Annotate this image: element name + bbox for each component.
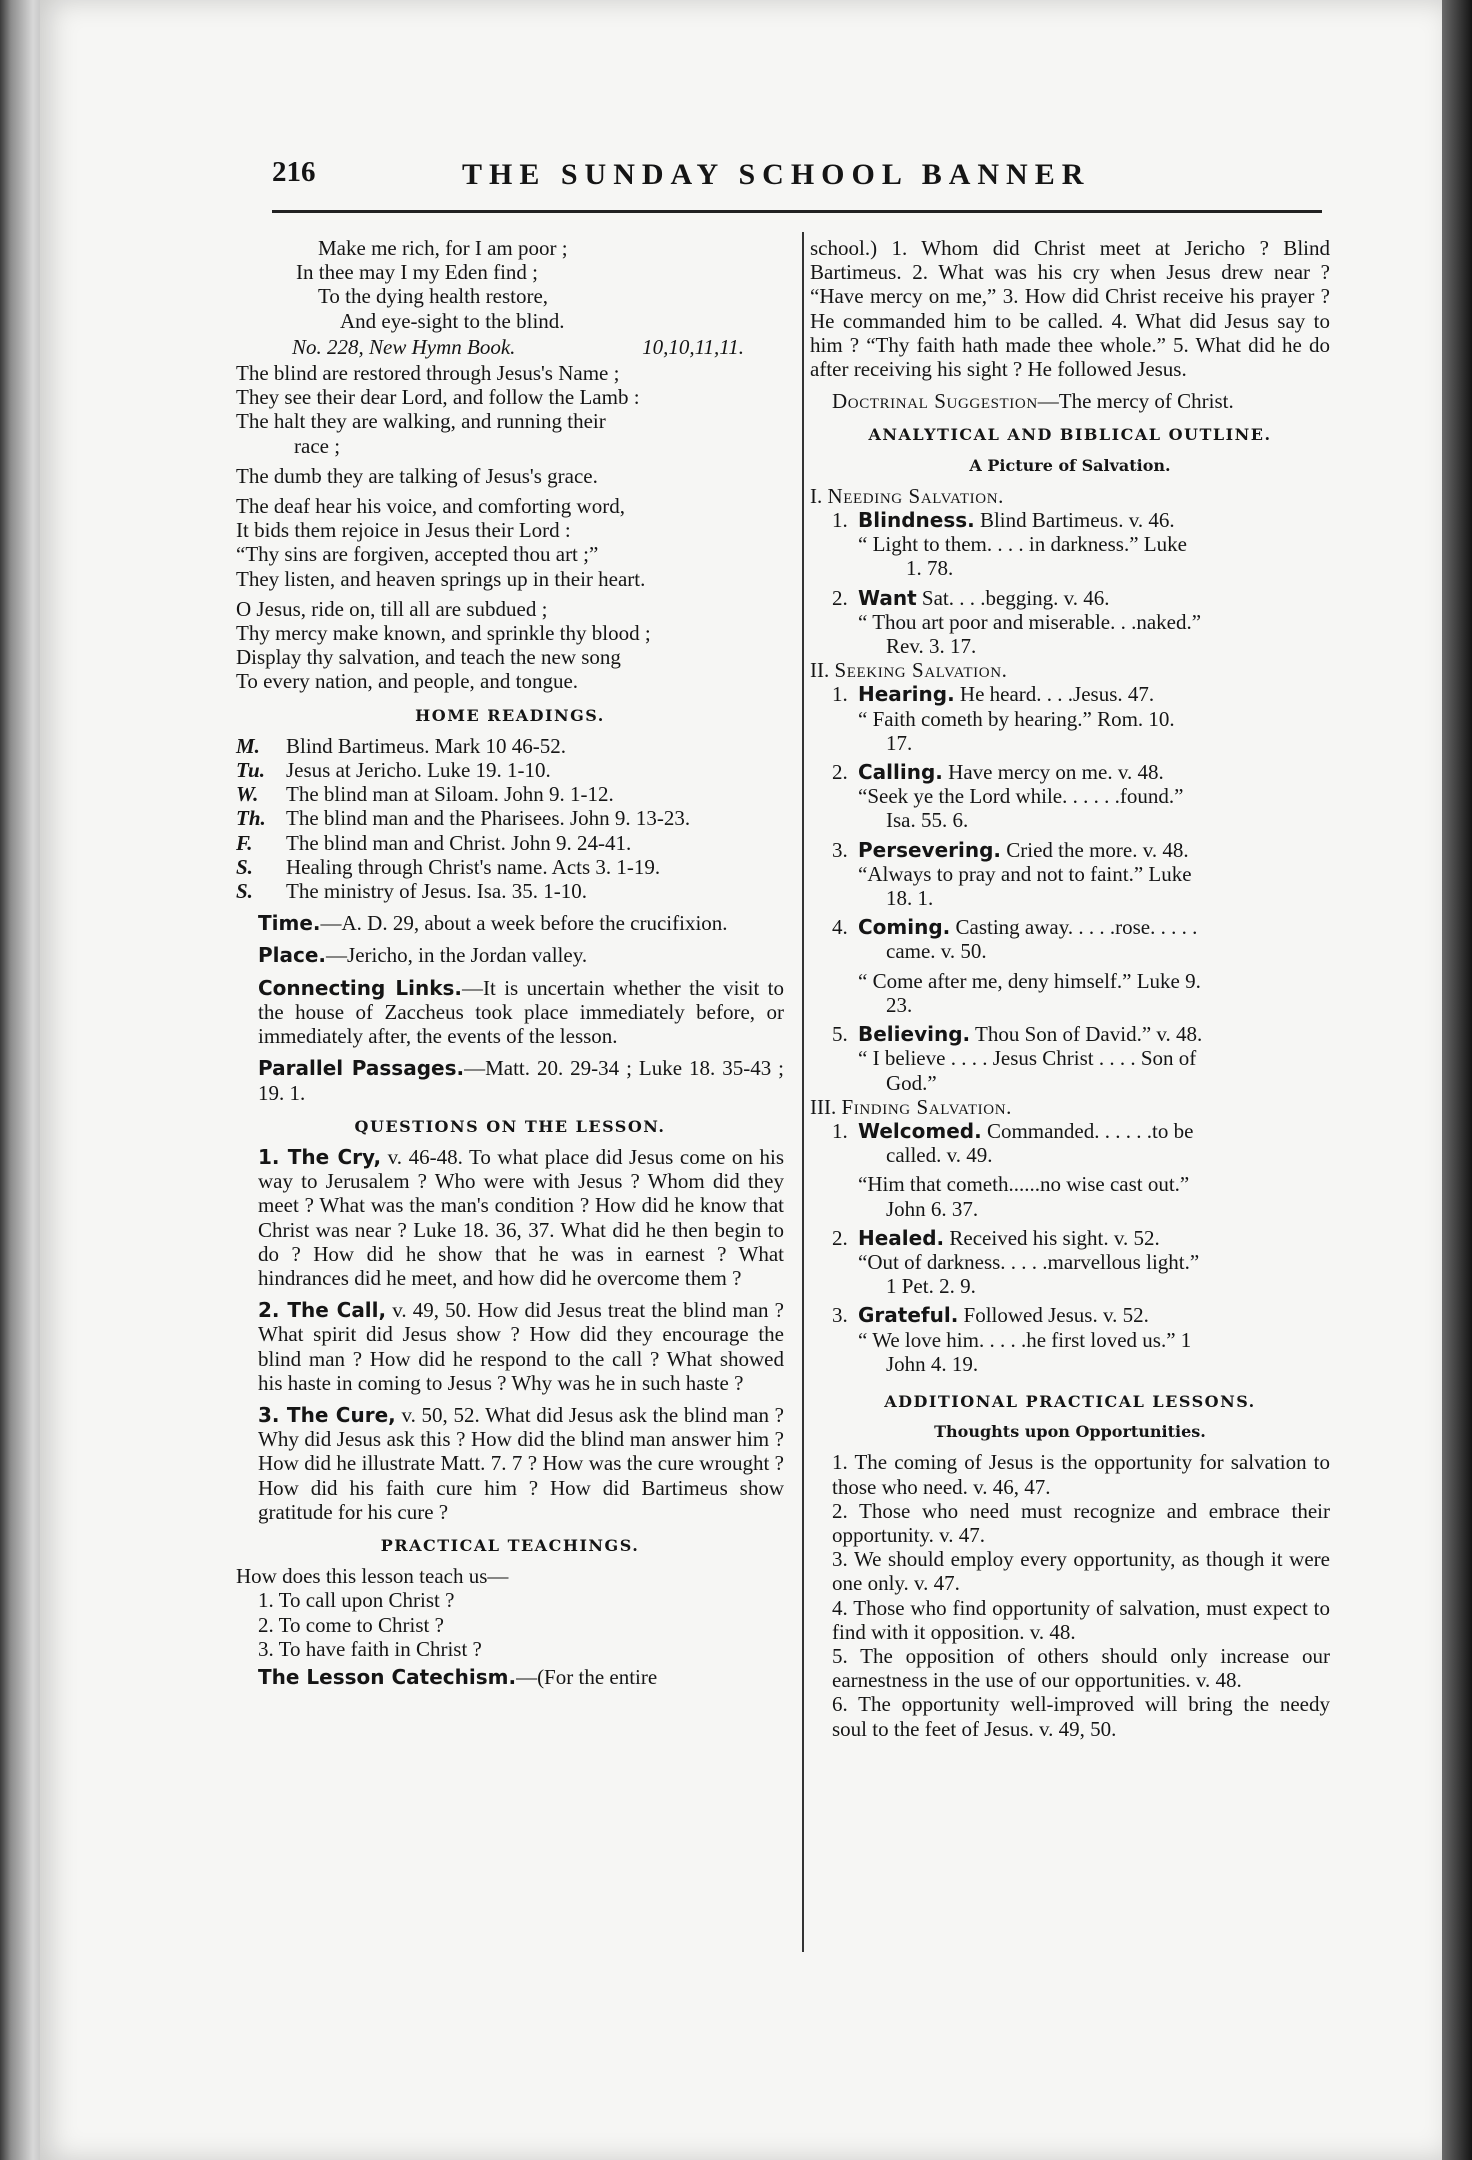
page-header [272, 156, 1332, 202]
section-title: Finding Salvation. [841, 1094, 1012, 1119]
lesson-item: 3. We should employ every opportunity, as though it were one only. v. 47. [832, 1547, 1330, 1596]
header-rule [272, 210, 1322, 213]
hymn-line: And eye-sight to the blind. [340, 308, 565, 333]
catechism-continued: school.) 1. Whom did Christ meet at Jericho ? Blind Bartimeus. 2. What was his cry when Jesus drew near ? “Have mercy on me,” 3. How did Christ receive his prayer ? He commanded him to be called. 4. What did Jesus say to him ? “Thy faith hath made thee whole.” 5. What did he do after receiving his sight ? He followed Jesus. [810, 236, 1330, 382]
place-text: —Jericho, in the Jordan valley. [326, 943, 588, 968]
hymn-reference [236, 335, 784, 359]
outline-quote: “ I believe . . . . Jesus Christ . . . . Son of [858, 1046, 1197, 1071]
outline-ref: 1 Pet. 2. 9. [886, 1274, 976, 1299]
reading-day: S. [236, 854, 253, 879]
additional-subheading: Thoughts upon Opportunities. [934, 1422, 1206, 1442]
outline-ref: called. v. 49. [886, 1143, 993, 1168]
item-keyword: Welcomed. [858, 1118, 982, 1143]
reading-text: Blind Bartimeus. Mark 10 46-52. [286, 733, 566, 758]
item-number: 1. [832, 682, 848, 707]
outline-quote: “ Thou art poor and miserable. . .naked.” [858, 609, 1202, 634]
reading-day: W. [236, 782, 259, 807]
outline-quote: “Seek ye the Lord while. . . . . .found.” [858, 784, 1184, 809]
outline-quote: “ We love him. . . . .he first loved us.” 1 [858, 1327, 1192, 1352]
left-column [236, 236, 784, 1689]
outline-item [810, 915, 1330, 939]
item-text: Received his sight. v. 52. [944, 1225, 1160, 1250]
practical-item: 2. To come to Christ ? [258, 1612, 444, 1637]
reading-day: Th. [236, 806, 266, 831]
outline-ref: Isa. 55. 6. [886, 808, 969, 833]
item-number: 1. [832, 1118, 848, 1143]
outline-section-title [810, 1095, 1330, 1119]
lesson-item: 2. Those who need must recognize and embrace their opportunity. v. 47. [832, 1498, 1330, 1547]
question-label: 1. The Cry, [258, 1144, 382, 1169]
item-keyword: Calling. [858, 760, 943, 785]
practical-item: 1. To call upon Christ ? [258, 1588, 455, 1613]
outline-ref: 17. [886, 730, 913, 755]
running-title: THE SUNDAY SCHOOL BANNER [462, 158, 1091, 191]
parallel-passages-text: —Matt. 20. 29-34 ; Luke 18. 35-43 ; 19. 1. [258, 1056, 785, 1105]
reading-row [236, 855, 784, 879]
roman-numeral: I. [810, 483, 823, 508]
hymn-line: It bids them rejoice in Jesus their Lord : [236, 518, 571, 543]
page-number: 216 [272, 156, 316, 188]
time-paragraph [236, 911, 784, 935]
home-readings-list [236, 734, 784, 903]
outline-item [810, 838, 1330, 862]
item-keyword: Grateful. [858, 1303, 959, 1328]
outline-item [810, 1119, 1330, 1143]
hymn-stanza [236, 236, 784, 333]
outline-quote: “ Light to them. . . . in darkness.” Luke [858, 532, 1187, 557]
outline-section [810, 658, 1330, 1094]
outline-ref: God.” [886, 1070, 937, 1095]
hymn-line: To the dying health restore, [318, 284, 549, 309]
section-title: Needing Salvation. [827, 483, 1004, 508]
home-readings-heading: HOME READINGS. [415, 705, 605, 725]
reading-text: The blind man at Siloam. John 9. 1-12. [286, 782, 614, 807]
hymn-line: O Jesus, ride on, till all are subdued ; [236, 596, 548, 621]
item-text: Followed Jesus. v. 52. [958, 1303, 1149, 1328]
lesson-item: 5. The opposition of others should only increase our earnestness in the use of our opportunities. v. 48. [832, 1643, 1330, 1693]
reading-text: Healing through Christ's name. Acts 3. 1-19. [286, 854, 661, 879]
hymn-line: race ; [294, 433, 341, 458]
reading-text: Jesus at Jericho. Luke 19. 1-10. [286, 758, 551, 783]
outline-section-title [810, 484, 1330, 508]
question-block [236, 1403, 784, 1524]
reading-row [236, 782, 784, 806]
hymn-line: The dumb they are talking of Jesus's grace. [236, 463, 598, 488]
outline-ref: 23. [886, 992, 913, 1017]
outline-section [810, 1095, 1330, 1376]
outline-ref: John 4. 19. [886, 1351, 979, 1376]
lesson-item: 1. The coming of Jesus is the opportunity for salvation to those who need. v. 46, 47. [832, 1450, 1330, 1499]
hymn-ref: No. 228, New Hymn Book. [292, 334, 516, 359]
parallel-passages-paragraph [236, 1056, 784, 1104]
item-text: Cried the more. v. 48. [1001, 837, 1189, 862]
lesson-item: 6. The opportunity well-improved will bring the needy soul to the feet of Jesus. v. 49, 50. [832, 1692, 1330, 1741]
practical-item: 3. To have faith in Christ ? [258, 1636, 482, 1661]
reading-row [236, 806, 784, 830]
question-label: 3. The Cure, [258, 1402, 396, 1427]
outline-item [810, 1226, 1330, 1250]
item-keyword: Believing. [858, 1022, 971, 1047]
parallel-passages-label: Parallel Passages. [258, 1056, 465, 1081]
item-keyword: Want [858, 585, 917, 610]
outline-section [810, 484, 1330, 658]
section-title: Seeking Salvation. [834, 658, 1008, 683]
hymn-line: In thee may I my Eden find ; [296, 260, 539, 285]
doctrinal-text: —The mercy of Christ. [1037, 389, 1234, 414]
outline-ref: 18. 1. [886, 886, 934, 911]
additional-heading: ADDITIONAL PRACTICAL LESSONS. [884, 1391, 1256, 1411]
item-text: Blind Bartimeus. v. 46. [974, 508, 1175, 533]
catechism-label: The Lesson Catechism. [258, 1664, 517, 1689]
outline-quote: “ Faith cometh by hearing.” Rom. 10. [858, 706, 1175, 731]
item-number: 5. [832, 1022, 848, 1047]
reading-day: S. [236, 879, 253, 904]
hymn-line: The halt they are walking, and running their [236, 409, 606, 434]
outline-item [810, 760, 1330, 784]
hymn-line: Thy mercy make known, and sprinkle thy blood ; [236, 621, 651, 646]
catechism-text: —(For the entire [516, 1664, 658, 1689]
book-edge-right [1442, 0, 1472, 2160]
outline-subheading: A Picture of Salvation. [969, 455, 1171, 475]
place-label: Place. [258, 943, 327, 968]
item-number: 4. [832, 915, 848, 940]
hymn-line: The blind are restored through Jesus's Name ; [236, 361, 620, 386]
outline-section-title [810, 658, 1330, 682]
item-keyword: Persevering. [858, 837, 1002, 862]
item-number: 2. [832, 760, 848, 785]
item-text: Thou Son of David.” v. 48. [970, 1022, 1203, 1047]
hymn-line: “Thy sins are forgiven, accepted thou art ;” [236, 542, 599, 567]
outline-ref: came. v. 50. [886, 939, 987, 964]
time-label: Time. [258, 911, 321, 936]
reading-text: The ministry of Jesus. Isa. 35. 1-10. [286, 879, 587, 904]
outline-ref: 1. 78. [906, 556, 954, 581]
item-keyword: Blindness. [858, 508, 975, 533]
hymn-text [236, 361, 784, 694]
item-text: Commanded. . . . . .to be [981, 1118, 1194, 1143]
right-column [810, 236, 1330, 1741]
question-block [236, 1145, 784, 1290]
hymn-line: To every nation, and people, and tongue. [236, 669, 579, 694]
question-text: v. 49, 50. How did Jesus treat the blind man ? What spirit did Jesus show ? How did they encourage the blind man ? How did he respond to the call ? What showed his haste in coming to Jesus ? Why was he in such haste ? [258, 1298, 784, 1395]
place-paragraph [236, 943, 784, 967]
outline-item [810, 508, 1330, 532]
hymn-line: Make me rich, for I am poor ; [318, 236, 568, 260]
question-label: 2. The Call, [258, 1298, 387, 1323]
outline-quote: “ Come after me, deny himself.” Luke 9. [858, 968, 1201, 993]
lesson-item: 4. Those who find opportunity of salvation, must expect to find with it opposition. v. 48. [832, 1595, 1330, 1644]
outline-item [810, 586, 1330, 610]
outline-item [810, 682, 1330, 706]
hymn-line: They listen, and heaven springs up in their heart. [236, 566, 646, 591]
reading-day: F. [236, 830, 253, 855]
item-text: Have mercy on me. v. 48. [942, 760, 1164, 785]
item-keyword: Healed. [858, 1225, 945, 1250]
reading-day: Tu. [236, 758, 265, 783]
doctrinal-label: Doctrinal Suggestion [832, 389, 1038, 414]
roman-numeral: III. [810, 1094, 837, 1119]
roman-numeral: II. [810, 658, 830, 683]
item-text: Casting away. . . . .rose. . . . . [950, 915, 1198, 940]
outline-item [810, 1022, 1330, 1046]
item-number: 1. [832, 508, 848, 533]
item-text: He heard. . . .Jesus. 47. [954, 682, 1155, 707]
reading-day: M. [236, 733, 260, 758]
hymn-line: They see their dear Lord, and follow the Lamb : [236, 385, 640, 410]
item-keyword: Hearing. [858, 682, 955, 707]
outline-heading: ANALYTICAL AND BIBLICAL OUTLINE. [868, 425, 1272, 445]
time-text: —A. D. 29, about a week before the crucifixion. [320, 911, 728, 936]
question-text: v. 50, 52. What did Jesus ask the blind man ? Why did Jesus ask this ? How did the blind man answer him ? How did he illustrate Matt. 7. 7 ? How was the cure wrought ? How did his faith cure him ? How did Bartimeus show gratitude for his cure ? [258, 1402, 784, 1524]
connecting-links-text: —It is uncertain whether the visit to the house of Zaccheus took place immediately before, or immediately after, the events of the lesson. [258, 975, 784, 1049]
outline-quote: “Out of darkness. . . . .marvellous light.” [858, 1249, 1200, 1274]
outline-item [810, 1303, 1330, 1327]
reading-row [236, 831, 784, 855]
question-block [236, 1298, 784, 1395]
reading-row [236, 879, 784, 903]
reading-text: The blind man and the Pharisees. John 9. 13-23. [286, 806, 691, 831]
question-text: v. 46-48. To what place did Jesus come on his way to Jerusalem ? Who were with Jesus ? Whom did they meet ? What was the man's condition ? How did he know that Christ was near ? Luke 18. 36, 37. What did he then begin to do ? How did he show that he was in earnest ? What hindrances did he meet, and how did he overcome them ? [258, 1144, 784, 1290]
outline-ref: Rev. 3. 17. [886, 634, 977, 659]
item-text: Sat. . . .begging. v. 46. [916, 585, 1110, 610]
practical-intro: How does this lesson teach us— [236, 1564, 509, 1589]
item-number: 3. [832, 1303, 848, 1328]
reading-row [236, 758, 784, 782]
practical-heading: PRACTICAL TEACHINGS. [380, 1535, 640, 1555]
reading-row [236, 734, 784, 758]
catechism-paragraph [236, 1665, 784, 1689]
outline-quote: “Always to pray and not to faint.” Luke [858, 861, 1192, 886]
outline-quote: “Him that cometh......no wise cast out.” [858, 1172, 1190, 1197]
outline-ref: John 6. 37. [886, 1196, 979, 1221]
hymn-meter: 10,10,11,11. [642, 334, 744, 359]
questions-heading: QUESTIONS ON THE LESSON. [354, 1116, 666, 1136]
column-divider [802, 232, 804, 1952]
reading-text: The blind man and Christ. John 9. 24-41. [286, 830, 632, 855]
item-number: 2. [832, 585, 848, 610]
item-number: 3. [832, 837, 848, 862]
doctrinal-suggestion [810, 389, 1330, 413]
hymn-line: Display thy salvation, and teach the new song [236, 645, 621, 670]
item-keyword: Coming. [858, 915, 951, 940]
connecting-links-label: Connecting Links. [258, 975, 463, 1000]
item-number: 2. [832, 1225, 848, 1250]
connecting-links-paragraph [236, 976, 784, 1049]
hymn-line: The deaf hear his voice, and comforting word, [236, 494, 625, 519]
